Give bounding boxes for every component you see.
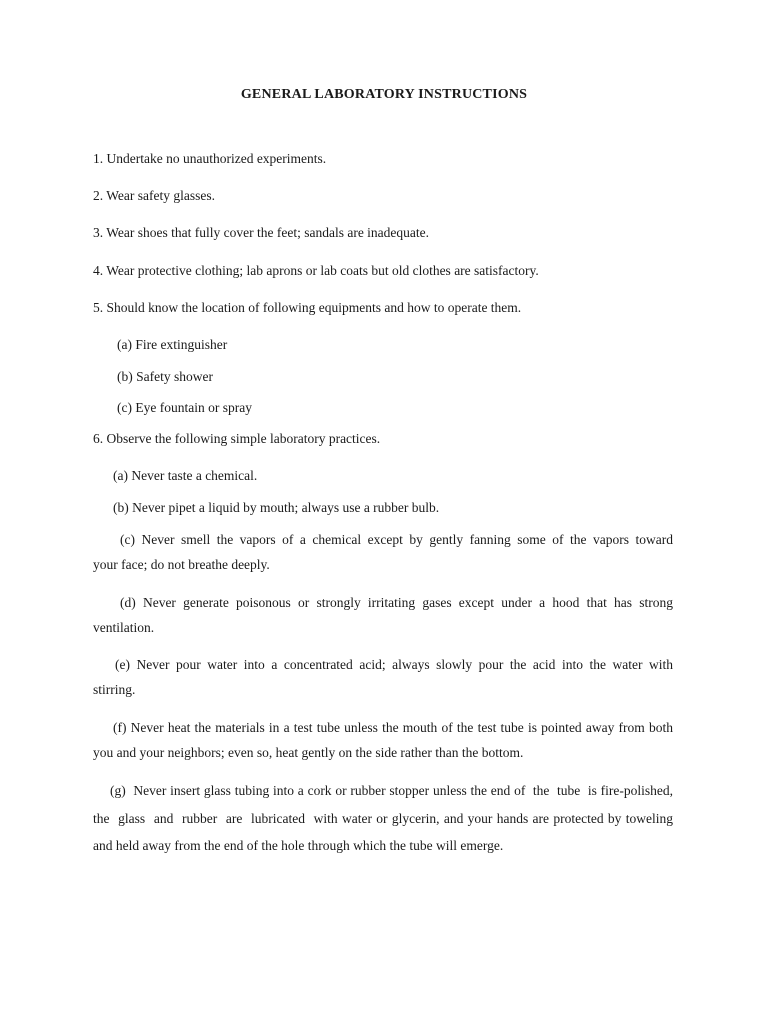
practice-item-g: (g) Never insert glass tubing into a cork or rubber stopper unless the end of the tube is fire-polished, the glass and rubber are lubricated with water or glycerin, and your hands are protected by toweling and held away from the end of the hole through which the tube will emerge. [93,783,680,853]
practice-item-e: (e) Never pour water into a concentrated acid; always slowly pour the acid into the water with stirring. [93,657,707,697]
practice-item-c: (c) Never smell the vapors of a chemical except by gently fanning some of the vapors toward your face; do not breathe deeply. [93,532,700,572]
instruction-item-1: 1. Undertake no unauthorized experiments. [93,151,327,166]
instruction-item-5: 5. Should know the location of following equipments and how to operate them. [93,300,522,315]
equipment-item-b: (b) Safety shower [117,369,213,384]
equipment-item-a: (a) Fire extinguisher [117,337,228,352]
practice-item-d: (d) Never generate poisonous or strongly irritating gases except under a hood that has strong ventilation. [93,595,677,635]
equipment-item-c: (c) Eye fountain or spray [117,400,252,415]
document-title: GENERAL LABORATORY INSTRUCTIONS [240,87,528,102]
practice-item-a: (a) Never taste a chemical. [113,468,258,483]
instruction-item-4: 4. Wear protective clothing; lab aprons or lab coats but old clothes are satisfactory. [93,263,539,278]
practice-item-f: (f) Never heat the materials in a test tube unless the mouth of the test tube is pointed away from both you and your neighbors; even so, heat gently on the side rather than the bottom. [93,720,677,760]
instruction-item-3: 3. Wear shoes that fully cover the feet; sandals are inadequate. [93,225,430,240]
instruction-item-6: 6. Observe the following simple laboratory practices. [93,431,381,446]
practice-item-b: (b) Never pipet a liquid by mouth; always use a rubber bulb. [113,500,440,515]
instruction-item-2: 2. Wear safety glasses. [93,188,216,203]
